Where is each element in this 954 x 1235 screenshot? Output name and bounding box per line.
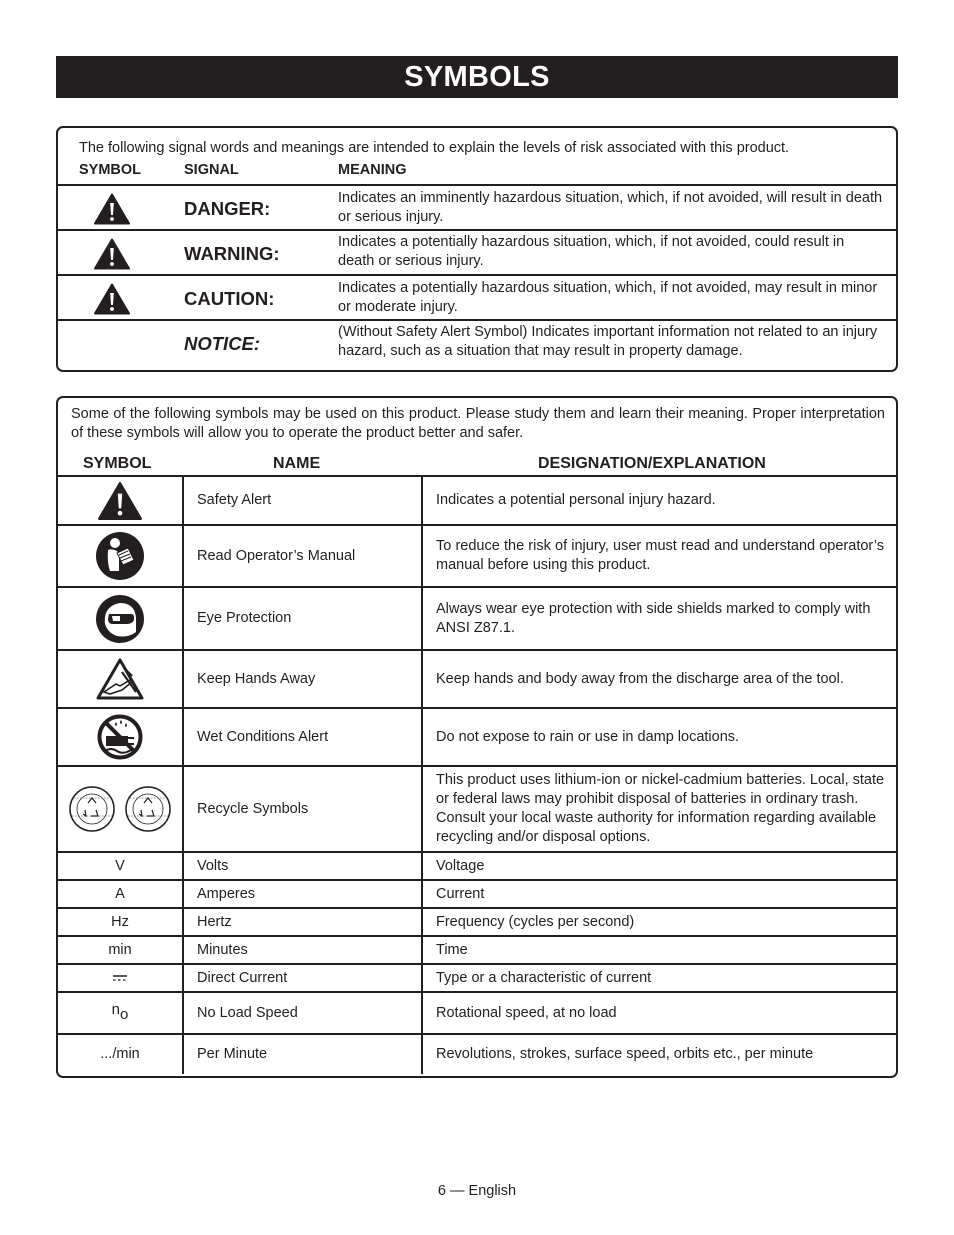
symbols-table xyxy=(58,475,896,1074)
symbol-designation: To reduce the risk of injury, user must read and understand operator’s manual before using this product. xyxy=(422,525,896,587)
symbol-name: Recycle Symbols xyxy=(183,766,422,852)
symbol-name: Volts xyxy=(183,852,422,880)
symbol-designation: Keep hands and body away from the discharge area of the tool. xyxy=(422,650,896,708)
symbol-designation: Voltage xyxy=(422,852,896,880)
recycle-seal-icon xyxy=(65,784,175,834)
safety-alert-triangle-icon xyxy=(94,193,130,225)
table-row xyxy=(58,587,896,650)
symbols-box xyxy=(56,396,898,1078)
symbol-name: Wet Conditions Alert xyxy=(183,708,422,766)
signal-word: DANGER: xyxy=(184,198,271,219)
symbol-designation: Revolutions, strokes, surface speed, orbits etc., per minute xyxy=(422,1034,896,1074)
page-title: SYMBOLS xyxy=(56,56,898,98)
safety-alert-triangle-icon xyxy=(94,283,130,315)
table-row xyxy=(58,766,896,852)
page-footer: 6 — English xyxy=(437,1183,517,1199)
symbols-intro: Some of the following symbols may be used on this product. Please study them and learn their meaning. Proper interpretation of these symbols will allow you to operate the product better and safer. xyxy=(71,406,885,441)
signal-header-symbol: SYMBOL xyxy=(79,162,142,178)
symbol-name: Keep Hands Away xyxy=(183,650,422,708)
safety-alert-triangle-icon xyxy=(94,238,130,270)
symbol-text: Hz xyxy=(58,908,183,936)
direct-current-icon xyxy=(112,974,128,982)
symbol-text: A xyxy=(58,880,183,908)
table-row xyxy=(58,880,896,908)
symbol-name: Direct Current xyxy=(183,964,422,992)
symbol-name: Per Minute xyxy=(183,1034,422,1074)
symbol-designation: This product uses lithium-ion or nickel-cadmium batteries. Local, state or federal laws may prohibit disposal of batteries in ordinary trash. Consult your local waste authority for information regarding available recycling and/or disposal options. xyxy=(422,766,896,852)
safety-alert-icon xyxy=(98,481,142,521)
table-row xyxy=(58,936,896,964)
table-row xyxy=(58,992,896,1034)
signal-word: WARNING: xyxy=(184,243,280,264)
symbol-text: V xyxy=(58,852,183,880)
wet-conditions-icon xyxy=(97,714,143,760)
symbol-n: n xyxy=(111,1001,120,1018)
table-row xyxy=(58,476,896,525)
symbol-name: Hertz xyxy=(183,908,422,936)
symbol-name: Minutes xyxy=(183,936,422,964)
signal-row-caution xyxy=(58,274,896,319)
table-row xyxy=(58,650,896,708)
signal-words-box xyxy=(56,126,898,372)
symbol-subscript-o: o xyxy=(120,1006,129,1023)
symbol-name: Amperes xyxy=(183,880,422,908)
signal-row-notice xyxy=(58,319,896,372)
read-manual-icon xyxy=(95,531,145,581)
symbols-header-name: NAME xyxy=(273,455,321,472)
symbol-designation: Indicates a potential personal injury hazard. xyxy=(422,476,896,525)
keep-hands-away-icon xyxy=(96,658,144,700)
signal-header-meaning: MEANING xyxy=(338,162,407,178)
signal-meaning: Indicates a potentially hazardous situation, which, if not avoided, may result in minor or moderate injury. xyxy=(338,280,878,315)
symbol-name: Safety Alert xyxy=(183,476,422,525)
signal-row-danger xyxy=(58,184,896,229)
symbol-designation: Always wear eye protection with side shields marked to comply with ANSI Z87.1. xyxy=(422,587,896,650)
table-row xyxy=(58,1034,896,1074)
table-row xyxy=(58,708,896,766)
symbol-name: No Load Speed xyxy=(183,992,422,1034)
symbol-text xyxy=(58,992,183,1034)
symbol-designation: Current xyxy=(422,880,896,908)
symbol-designation: Type or a characteristic of current xyxy=(422,964,896,992)
signal-word: CAUTION: xyxy=(184,288,275,309)
symbols-header-symbol: SYMBOL xyxy=(83,455,152,472)
signal-word: NOTICE: xyxy=(184,333,261,354)
table-row xyxy=(58,525,896,587)
symbol-text: .../min xyxy=(58,1034,183,1074)
signal-meaning: Indicates a potentially hazardous situation, which, if not avoided, could result in death or serious injury. xyxy=(338,234,845,269)
table-row xyxy=(58,852,896,880)
signal-intro: The following signal words and meanings are intended to explain the levels of risk associated with this product. xyxy=(79,140,790,156)
symbols-header-designation: DESIGNATION/EXPLANATION xyxy=(538,455,766,472)
table-row xyxy=(58,908,896,936)
symbol-name: Eye Protection xyxy=(183,587,422,650)
table-row xyxy=(58,964,896,992)
symbol-designation: Rotational speed, at no load xyxy=(422,992,896,1034)
symbol-designation: Frequency (cycles per second) xyxy=(422,908,896,936)
signal-meaning: (Without Safety Alert Symbol) Indicates important information not related to an injury hazard, such as a situation that may result in property damage. xyxy=(338,324,878,359)
symbol-name: Read Operator’s Manual xyxy=(183,525,422,587)
signal-row-warning xyxy=(58,229,896,274)
symbol-text: min xyxy=(58,936,183,964)
eye-protection-icon xyxy=(95,594,145,644)
symbol-designation: Time xyxy=(422,936,896,964)
symbol-designation: Do not expose to rain or use in damp locations. xyxy=(422,708,896,766)
signal-header-signal: SIGNAL xyxy=(184,162,239,178)
signal-meaning: Indicates an imminently hazardous situation, which, if not avoided, will result in death or serious injury. xyxy=(338,190,883,225)
